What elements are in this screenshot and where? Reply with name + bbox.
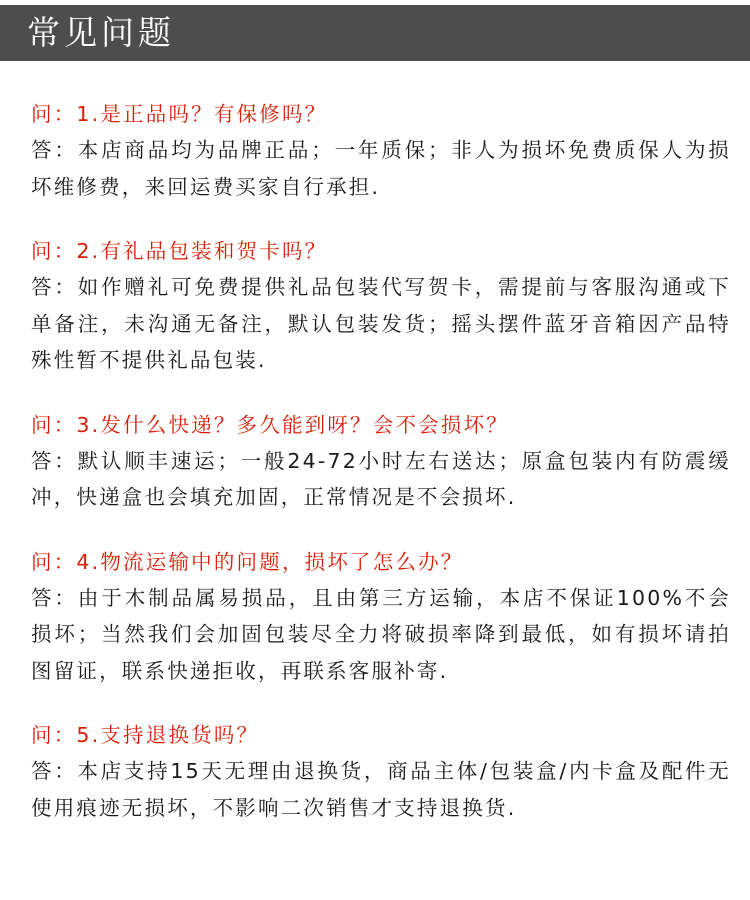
faq-question: 问：1.是正品吗？有保修吗？	[31, 102, 328, 126]
faq-item-4	[31, 544, 731, 690]
page-header	[0, 5, 750, 61]
faq-answer: 答：默认顺丰速运；一般24-72小时左右送达；原盒包装内有防震缓冲，快递盒也会填充加固，正常情况是不会损坏.	[31, 448, 731, 509]
faq-question: 问：3.发什么快递？多久能到呀？会不会损坏？	[31, 412, 509, 437]
faq-answer: 答：如作赠礼可免费提供礼品包装代写贺卡，需提前与客服沟通或下单备注，未沟通无备注，默认包装发货；摇头摆件蓝牙音箱因产品特殊性暂不提供礼品包装.	[31, 275, 731, 372]
faq-item-1	[31, 96, 731, 205]
faq-answer: 答：由于木制品属易损品，且由第三方运输，本店不保证100%不会损坏；当然我们会加固包装尽全力将破损率降到最低，如有损坏请拍图留证，联系快递拒收，再联系客服补寄.	[31, 585, 731, 683]
page-title: 常见问题	[27, 13, 175, 52]
faq-answer: 答：本店商品均为品牌正品；一年质保；非人为损坏免费质保人为损坏维修费，来回运费买家自行承担.	[31, 138, 731, 199]
faq-item-3	[31, 407, 731, 516]
faq-item-2	[31, 233, 731, 379]
faq-question: 问：2.有礼品包装和贺卡吗？	[31, 239, 328, 263]
faq-question: 问：5.支持退换货吗？	[31, 723, 260, 747]
faq-question: 问：4.物流运输中的问题，损坏了怎么办？	[31, 549, 464, 574]
faq-item-5	[31, 717, 731, 826]
faq-list	[31, 96, 731, 854]
faq-answer: 答：本店支持15天无理由退换货，商品主体/包装盒/内卡盒及配件无使用痕迹无损坏，不影响二次销售才支持退换货.	[31, 759, 731, 820]
